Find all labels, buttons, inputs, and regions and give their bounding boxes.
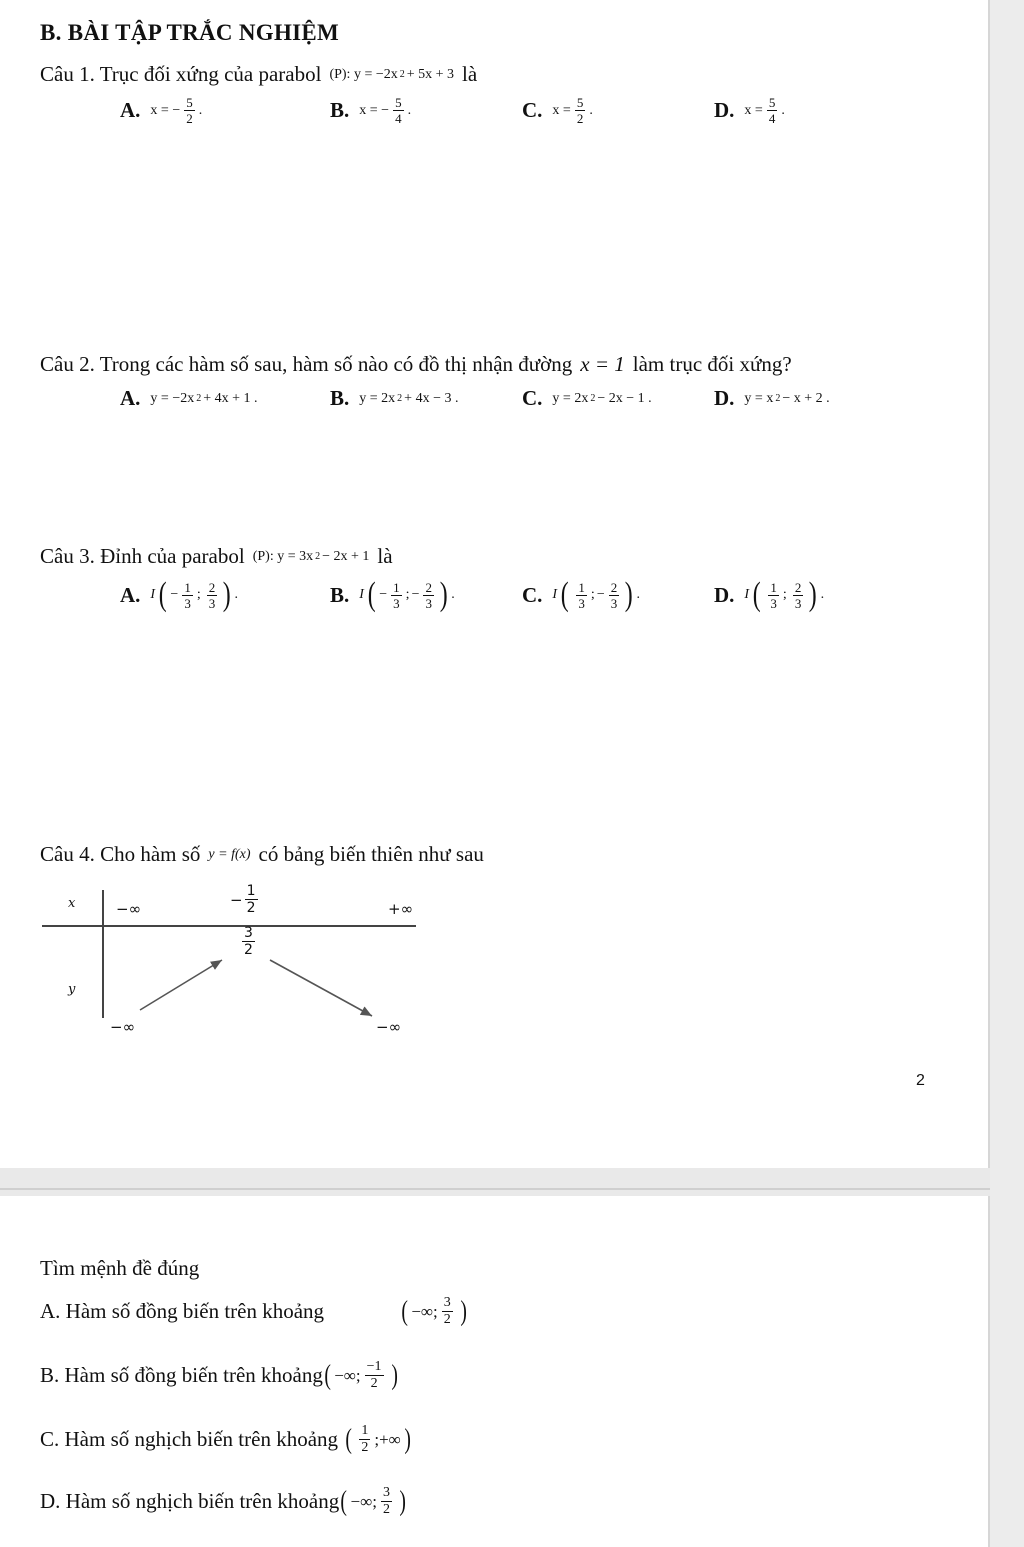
question-4-prefix: Câu 4. Cho hàm số (40, 842, 201, 866)
q2-option-a[interactable]: A. y = −2x 2 + 4x + 1 . (120, 386, 258, 410)
table-y-label: y (68, 982, 76, 997)
question-1-suffix: là (462, 62, 478, 86)
question-1-prefix: Câu 1. Trục đối xứng của parabol (40, 62, 322, 86)
q1-option-b[interactable]: B. x = − $\frac{5}{4}$ . (330, 95, 412, 126)
question-2-suffix: làm trục đối xứng? (632, 352, 792, 376)
q4-option-d[interactable]: D. Hàm số nghịch biến trên khoảng ( −∞; $\frac{3}{2}$ ) (40, 1485, 406, 1517)
q4-prompt: Tìm mệnh đề đúng (40, 1256, 200, 1280)
section-heading: B. BÀI TẬP TRẮC NGHIỆM (40, 20, 340, 45)
table-header-line (42, 925, 416, 927)
q3-option-a[interactable]: A. I ( − $\frac{1}{3}$ ; $\frac{2}{3}$ ) . (120, 576, 239, 613)
decreasing-arrow (270, 960, 372, 1016)
question-2-prefix: Câu 2. Trong các hàm số sau, hàm số nào có đồ thị nhận đường (40, 352, 573, 376)
page-edge (990, 0, 1024, 1547)
question-2-math: x = 1 (580, 352, 625, 376)
q2-option-c[interactable]: C. y = 2x 2 − 2x − 1 . (522, 386, 652, 410)
increasing-arrow (140, 960, 222, 1010)
table-label-line (102, 890, 104, 1018)
q2-option-b[interactable]: B. y = 2x 2 + 4x − 3 . (330, 386, 459, 410)
question-2 (40, 352, 792, 377)
q1-option-a[interactable]: A. x = − $\frac{5}{2}$ . (120, 95, 203, 126)
table-y-right: −∞ (376, 1018, 402, 1036)
page-number: 2 (916, 1072, 925, 1089)
table-x-mid: − $\frac{1}{2}$ (230, 883, 256, 916)
q3-option-d[interactable]: D. I ( $\frac{1}{3}$ ; $\frac{2}{3}$ ) . (714, 576, 825, 613)
q2-option-d[interactable]: D. y = x 2 − x + 2 . (714, 386, 830, 410)
table-y-left: −∞ (110, 1018, 136, 1036)
q1-option-d[interactable]: D. x = $\frac{5}{4}$ . (714, 95, 785, 126)
question-3 (40, 544, 393, 569)
q4-option-b[interactable]: B. Hàm số đồng biến trên khoảng ( −∞; $\frac{-1}{2}$ ) (40, 1359, 398, 1391)
question-1-math: (P): y = −2x 2 + 5x + 3 (329, 66, 455, 82)
question-1 (40, 62, 477, 87)
question-4 (40, 842, 484, 867)
question-3-math: (P): y = 3x 2 − 2x + 1 (252, 548, 370, 564)
question-3-prefix: Câu 3. Đỉnh của parabol (40, 544, 245, 568)
question-3-suffix: là (377, 544, 393, 568)
q1-option-c[interactable]: C. x = $\frac{5}{2}$ . (522, 95, 593, 126)
table-x-label: x (68, 896, 76, 911)
q4-option-a[interactable]: A. Hàm số đồng biến trên khoảng ( −∞; $\frac{3}{2}$ ) (40, 1295, 467, 1327)
table-y-max: $\frac{3}{2}$ (244, 925, 253, 958)
table-x-right: +∞ (388, 900, 414, 918)
q4-option-c[interactable]: C. Hàm số nghịch biến trên khoảng ( $\frac{1}{2}$ ;+∞ ) (40, 1423, 411, 1455)
q3-option-c[interactable]: C. I ( $\frac{1}{3}$ ; − $\frac{2}{3}$ ) . (522, 576, 641, 613)
variation-table (40, 880, 420, 1036)
question-4-suffix: có bảng biến thiên như sau (258, 842, 484, 866)
q3-option-b[interactable]: B. I ( − $\frac{1}{3}$ ; − $\frac{2}{3}$ ) . (330, 576, 455, 613)
table-x-left: −∞ (116, 900, 142, 918)
page-break (0, 1168, 990, 1196)
question-4-math: y = f(x) (208, 846, 251, 862)
